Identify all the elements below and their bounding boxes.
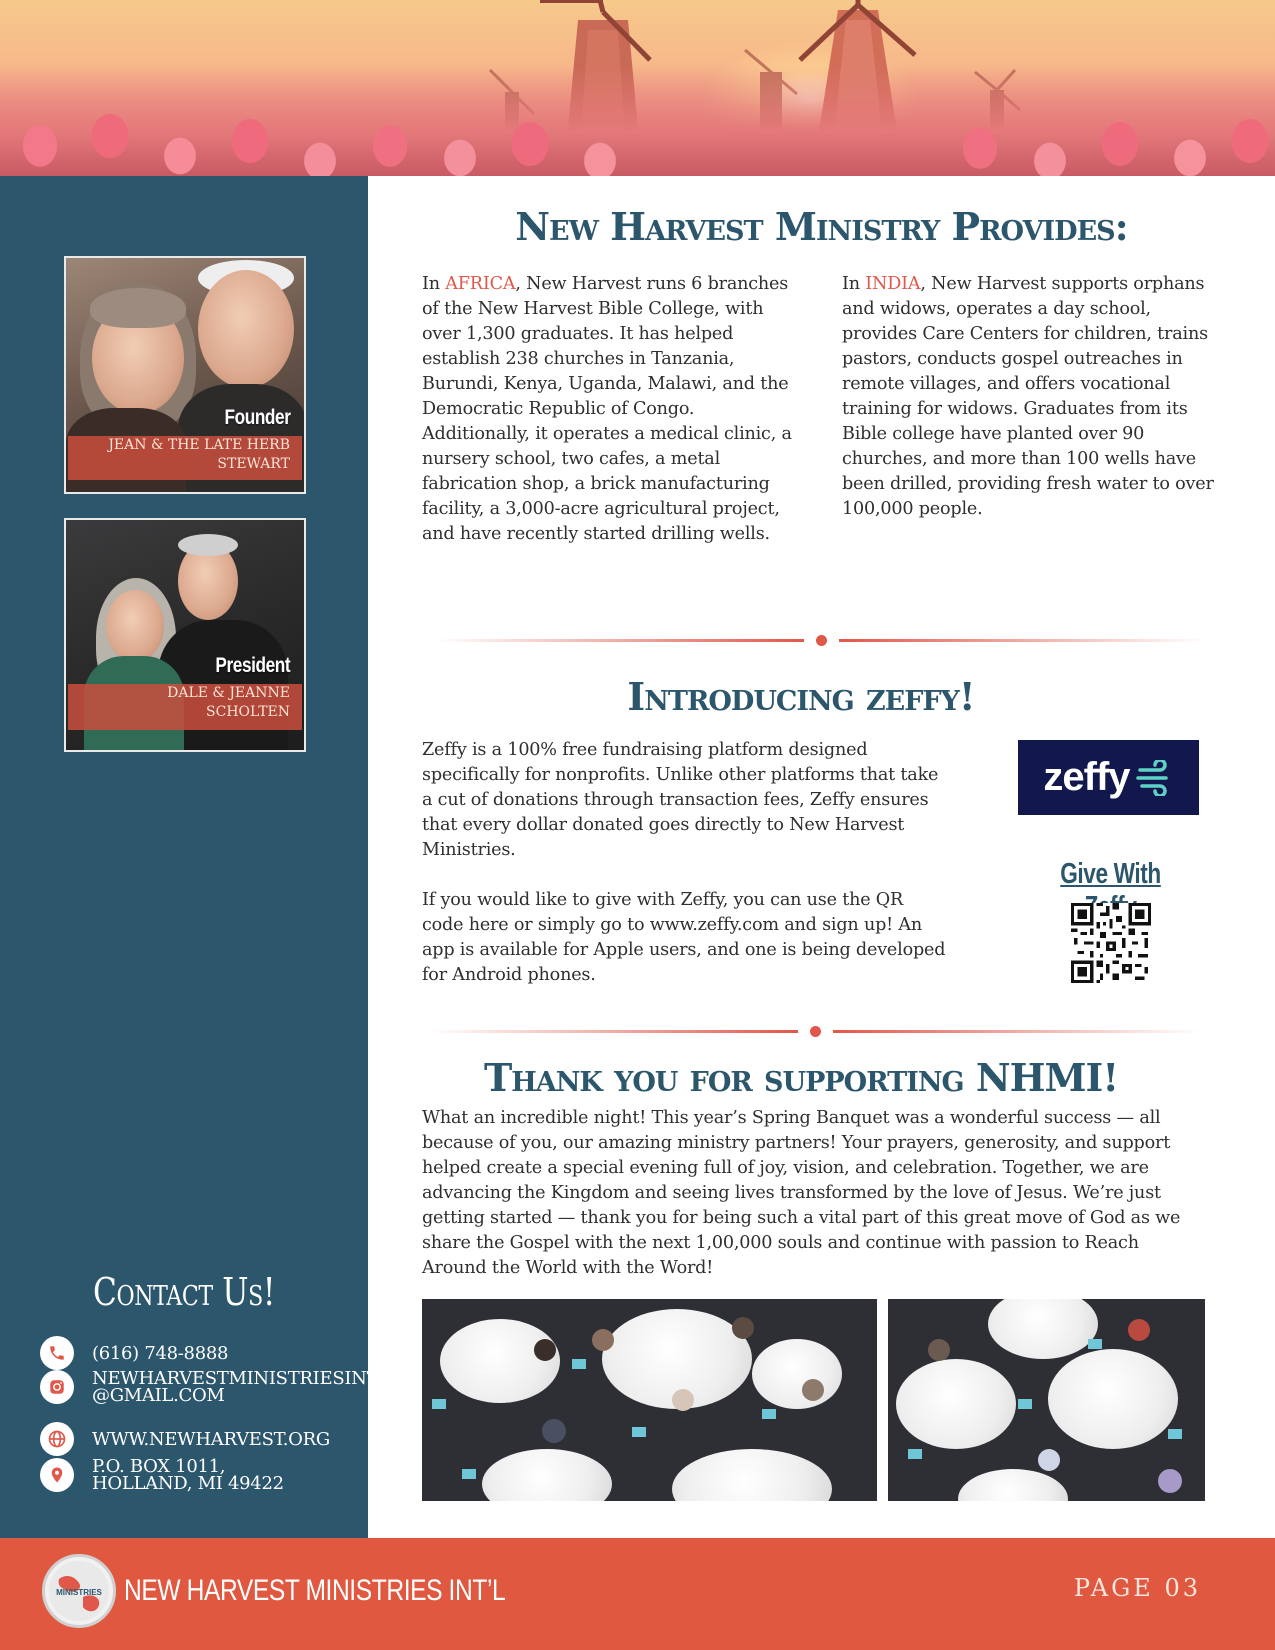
give-with-zeffy-link[interactable]: Give With [1060, 858, 1161, 890]
zeffy-paragraph-1: Zeffy is a 100% free fundraising platform designed specifically for nonprofits. Unlike other platforms that take a cut of donations through transaction fees, Zeffy ensures that every dollar donated goes directly to New Harvest Ministries. [422, 740, 939, 860]
guest [672, 1389, 694, 1411]
banquet-table [896, 1359, 1016, 1449]
postal-address [92, 1458, 284, 1492]
phone-icon [40, 1336, 74, 1370]
address-line2: HOLLAND, MI 49422 [92, 1473, 284, 1494]
guest [1128, 1319, 1150, 1341]
guest [542, 1419, 566, 1443]
face-shape [106, 590, 164, 662]
address-line1: P.O. BOX 1011, [92, 1456, 226, 1477]
africa-prefix: In [422, 274, 446, 294]
thanks-paragraph: What an incredible night! This year’s Spring Banquet was a wonderful success — all because of you, our amazing ministry partners! Your prayers, generosity, and support helped create a special evening full of joy, vision, and celebration. Together, we are advancing the Kingdom and seeing lives transformed by the love of Jesus. We’re just getting started — thank you for being such a vital part of this great move of God as we share the Gospel with the next 1,00,000 souls and continue with passion to Reach Around the World with the Word! [422, 1108, 1181, 1278]
founder-names-line1: JEAN & THE LATE HERB [108, 437, 290, 453]
contact-email[interactable] [40, 1370, 390, 1404]
india-country: INDIA [865, 274, 921, 294]
divider-line-right [839, 639, 1206, 642]
banquet-table [672, 1449, 832, 1501]
chair-bow [1088, 1339, 1102, 1349]
banquet-table [958, 1469, 1068, 1501]
guest [928, 1339, 950, 1361]
ministry-logo [42, 1554, 116, 1628]
tulip-field [0, 66, 1275, 176]
email-line1: NEWHARVESTMINISTRIESINTL [92, 1368, 390, 1389]
zeffy-wordmark: zeffy [1043, 755, 1130, 799]
banquet-table [752, 1339, 842, 1409]
banquet-table [988, 1299, 1098, 1359]
chair-bow [1168, 1429, 1182, 1439]
guest [534, 1339, 556, 1361]
bangs-shape [90, 288, 186, 328]
chair-bow [462, 1469, 476, 1479]
india-text: , New Harvest supports orphans and widows, operates a day school, provides Care Centers for children, trains pastors, conducts gospel outreaches in remote villages, and offers vocational training for widows. Graduates from its Bible college have planted over 90 churches, and more than 100 wells have been drilled, providing fresh water to over 100,000 people. [842, 274, 1214, 519]
instagram-icon [40, 1370, 74, 1404]
founder-photo [64, 256, 306, 494]
founder-names [108, 436, 290, 474]
president-role-label: President [215, 654, 290, 677]
founder-role-label: Founder [223, 406, 290, 429]
banquet-table [1048, 1349, 1178, 1449]
banquet-table [482, 1449, 612, 1501]
guest [1158, 1469, 1182, 1493]
qr-code[interactable] [1071, 903, 1151, 983]
contact-phone[interactable] [40, 1336, 228, 1370]
email-address [92, 1370, 390, 1404]
email-line2: @GMAIL.COM [92, 1385, 225, 1406]
footer [0, 1538, 1275, 1650]
india-prefix: In [842, 274, 866, 294]
guest [802, 1379, 824, 1401]
chair-bow [908, 1449, 922, 1459]
africa-country: AFRICA [445, 274, 516, 294]
chair-bow [572, 1359, 586, 1369]
logo-text: MINISTRIES [56, 1588, 102, 1597]
president-names-line1: DALE & JEANNE [167, 685, 290, 701]
president-photo [64, 518, 306, 752]
africa-paragraph [422, 272, 797, 547]
thanks-title: Thank you for supporting NHMI! [483, 1055, 1119, 1100]
divider-line-right [833, 1030, 1200, 1033]
contact-title: Contact Us! [93, 1270, 275, 1314]
provides-title: New Harvest Ministry Provides: [515, 204, 1128, 249]
founder-names-line2: STEWART [217, 456, 290, 472]
guest [1038, 1449, 1060, 1471]
zeffy-logo[interactable] [1018, 740, 1199, 815]
location-pin-icon [40, 1458, 74, 1492]
sidebar [0, 176, 390, 1538]
president-names-line2: SCHOLTEN [206, 704, 290, 720]
grey-hair-shape [178, 534, 238, 556]
divider-line-left [430, 1030, 798, 1033]
zeffy-wind-icon [1134, 760, 1174, 796]
footer-org-name: NEW HARVEST MINISTRIES INT’L [124, 1574, 506, 1607]
zeffy-title: Introducing zeffy! [627, 674, 975, 719]
president-names [167, 684, 290, 722]
globe-logo-icon [45, 1557, 113, 1625]
banquet-photo-1 [422, 1299, 877, 1501]
face-shape-2 [198, 270, 294, 388]
chair-bow [1018, 1399, 1032, 1409]
page-number: PAGE 03 [1073, 1574, 1201, 1602]
chair-bow [432, 1399, 446, 1409]
banquet-table [440, 1319, 560, 1403]
website-url: WWW.NEWHARVEST.ORG [92, 1428, 330, 1450]
chair-bow [762, 1409, 776, 1419]
divider-dot [810, 1026, 821, 1037]
guest [732, 1317, 754, 1339]
section-divider [436, 633, 1206, 647]
india-paragraph [842, 272, 1227, 522]
banquet-photo-2 [888, 1299, 1205, 1501]
section-divider [430, 1024, 1200, 1038]
contact-website[interactable] [40, 1422, 330, 1456]
zeffy-paragraph-2: If you would like to give with Zeffy, you can use the QR code here or simply go to www.zeffy.com and sign up! An app is available for Apple users, and one is being developed for Android phones. [422, 890, 946, 985]
header-banner-image [0, 0, 1275, 176]
guest [592, 1329, 614, 1351]
contact-address [40, 1458, 284, 1492]
africa-text: , New Harvest runs 6 branches of the New Harvest Bible College, with over 1,300 graduates. It has helped establish 238 churches in Tanzania, Burundi, Kenya, Uganda, Malawi, and the Democratic Republic of Congo. Additionally, it operates a medical clinic, a nursery school, two cafes, a metal fabrication shop, a brick manufacturing facility, a 3,000-acre agricultural project, and have recently started drilling wells. [422, 274, 792, 544]
phone-number: (616) 748-8888 [92, 1342, 229, 1364]
divider-line-left [436, 639, 804, 642]
chair-bow [632, 1427, 646, 1437]
globe-icon [40, 1422, 74, 1456]
divider-dot [816, 635, 827, 646]
